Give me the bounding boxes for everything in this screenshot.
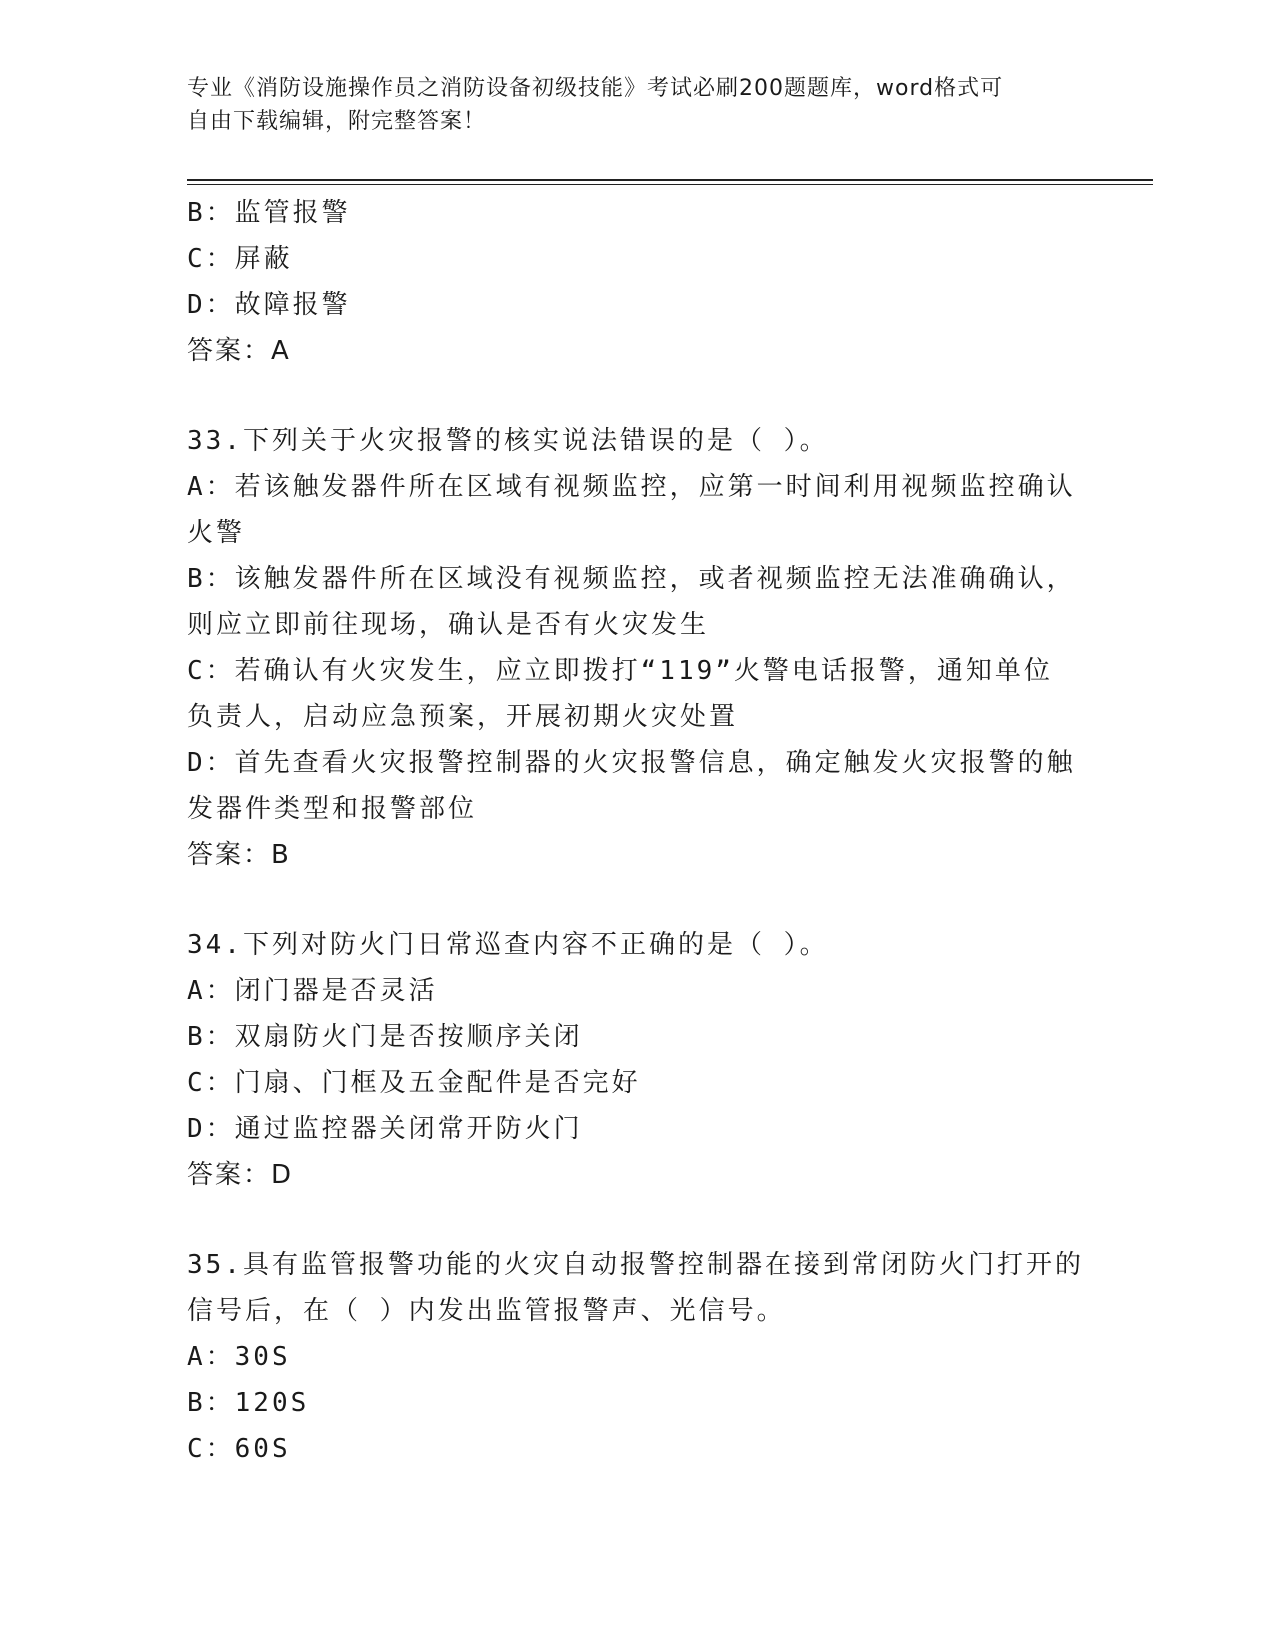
option-d: D：首先查看火灾报警控制器的火灾报警信息，确定触发火灾报警的触 bbox=[187, 748, 1076, 778]
answer-label: 答案：B bbox=[187, 840, 291, 870]
option-b: B：120S bbox=[187, 1388, 310, 1418]
option-d: D：通过监控器关闭常开防火门 bbox=[187, 1114, 583, 1144]
option-a-continued: 火警 bbox=[187, 518, 246, 548]
header-title-line-1: 专业《消防设施操作员之消防设备初级技能》考试必刷200题题库，word格式可 bbox=[187, 76, 1004, 101]
header-divider-thick bbox=[187, 179, 1153, 181]
option-c: C：60S bbox=[187, 1434, 291, 1464]
question-32-tail bbox=[187, 190, 1077, 374]
option-d: D：故障报警 bbox=[187, 290, 351, 320]
spacer bbox=[187, 1198, 1077, 1242]
option-c: C：屏蔽 bbox=[187, 244, 293, 274]
question-text: 35.具有监管报警功能的火灾自动报警控制器在接到常闭防火门打开的 bbox=[187, 1250, 1084, 1280]
question-list bbox=[187, 190, 1084, 1472]
question-text-continued: 信号后，在（ ）内发出监管报警声、光信号。 bbox=[187, 1296, 786, 1326]
option-a: A：若该触发器件所在区域有视频监控，应第一时间利用视频监控确认 bbox=[187, 472, 1076, 502]
option-c-continued: 负责人，启动应急预案，开展初期火灾处置 bbox=[187, 702, 739, 732]
spacer bbox=[187, 374, 1077, 418]
question-34 bbox=[187, 922, 1077, 1198]
option-b: B：监管报警 bbox=[187, 198, 351, 228]
answer-label: 答案：A bbox=[187, 336, 291, 366]
question-33 bbox=[187, 418, 1077, 878]
question-text: 33.下列关于火灾报警的核实说法错误的是（ ）。 bbox=[187, 426, 829, 456]
spacer bbox=[187, 878, 1077, 922]
option-b: B：该触发器件所在区域没有视频监控，或者视频监控无法准确确认， bbox=[187, 564, 1076, 594]
question-35 bbox=[187, 1242, 1084, 1472]
document-header bbox=[187, 72, 1067, 138]
option-b-continued: 则应立即前往现场，确认是否有火灾发生 bbox=[187, 610, 710, 640]
option-b: B：双扇防火门是否按顺序关闭 bbox=[187, 1022, 583, 1052]
header-title-line-2: 自由下载编辑，附完整答案！ bbox=[187, 109, 487, 134]
header-divider-thin bbox=[187, 184, 1153, 185]
option-a: A：闭门器是否灵活 bbox=[187, 976, 438, 1006]
answer-label: 答案：D bbox=[187, 1160, 294, 1190]
option-a: A：30S bbox=[187, 1342, 291, 1372]
option-d-continued: 发器件类型和报警部位 bbox=[187, 794, 478, 824]
question-text: 34.下列对防火门日常巡查内容不正确的是（ ）。 bbox=[187, 930, 829, 960]
option-c: C：门扇、门框及五金配件是否完好 bbox=[187, 1068, 641, 1098]
option-c: C：若确认有火灾发生，应立即拨打“119”火警电话报警，通知单位 bbox=[187, 656, 1053, 686]
